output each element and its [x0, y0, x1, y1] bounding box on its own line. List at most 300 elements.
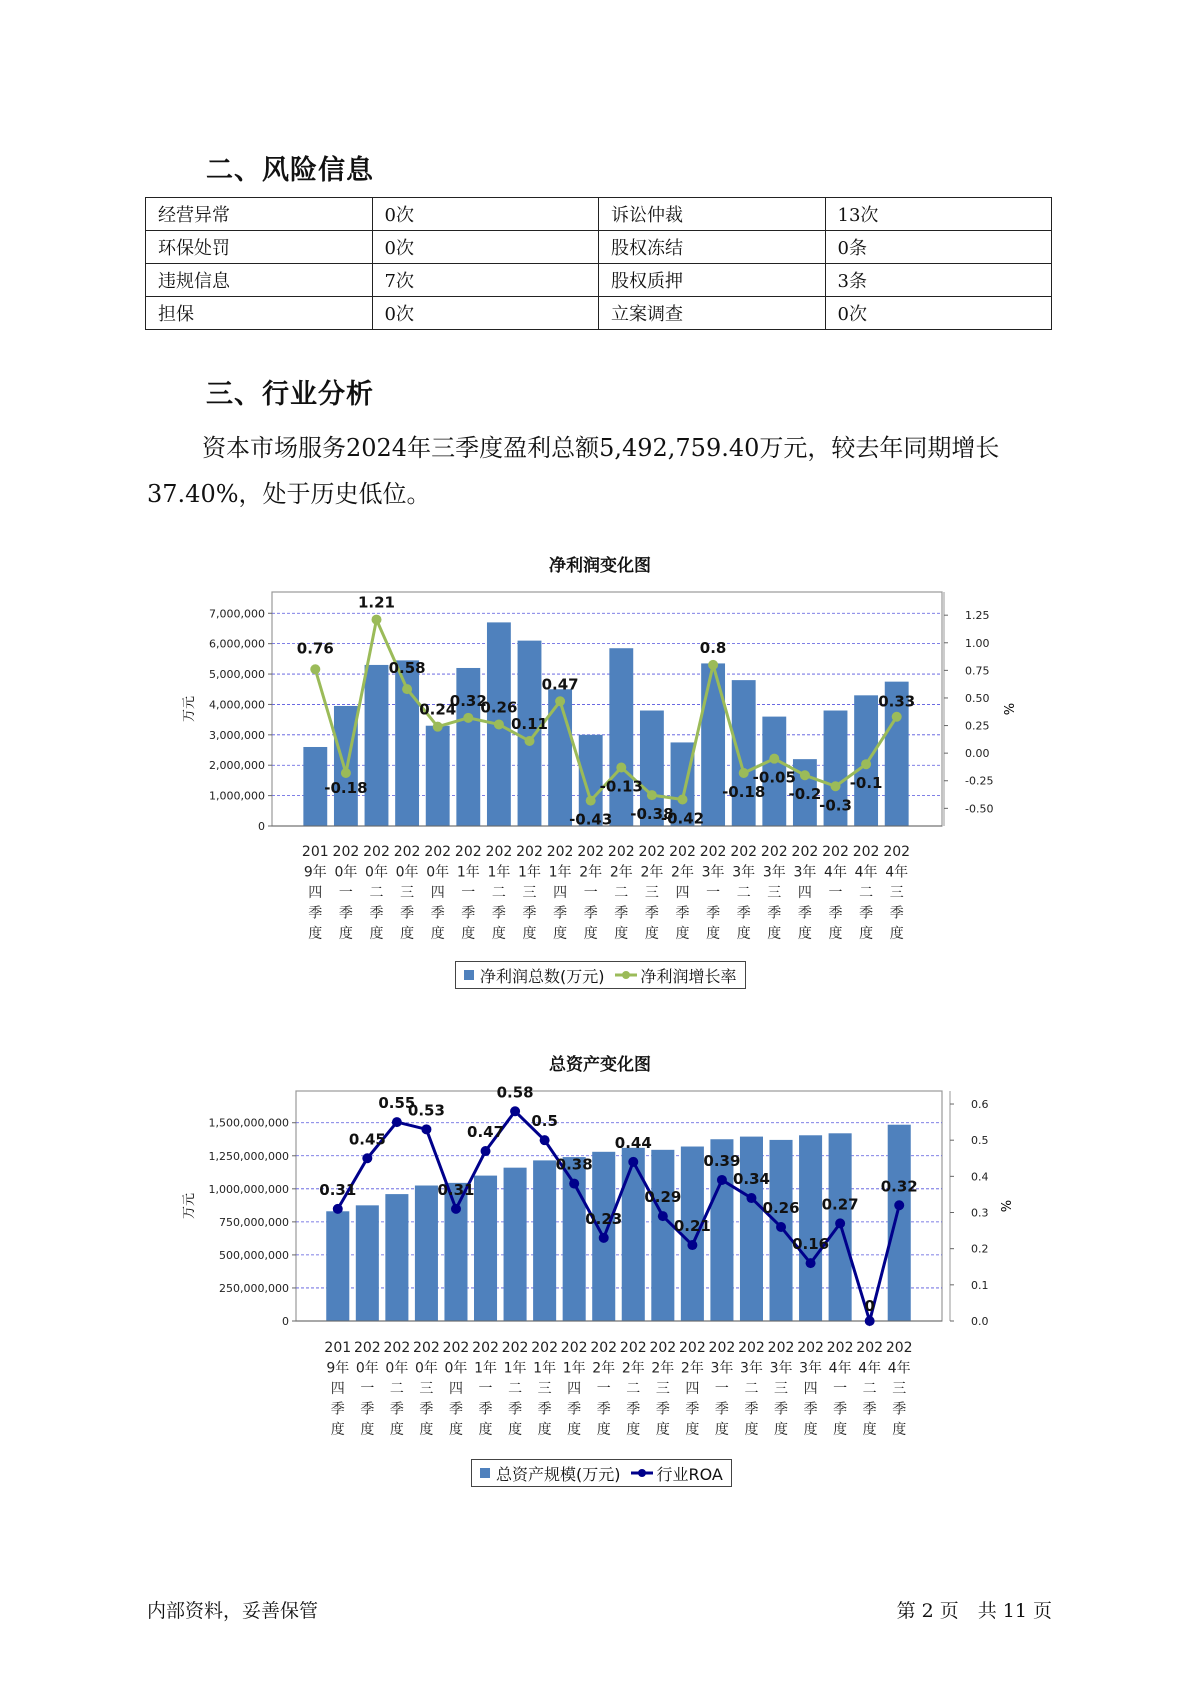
data-label: 0.32: [449, 691, 487, 710]
x-tick-label: 202: [383, 1340, 411, 1356]
y2-axis-title: %: [1000, 702, 1015, 716]
y2-tick-label: 0.2: [971, 1242, 989, 1256]
x-tick-label: 0年: [385, 1360, 409, 1377]
x-tick-label: 度: [626, 1422, 641, 1438]
y2-tick-label: 1.00: [965, 636, 990, 650]
x-tick-label: 202: [332, 844, 360, 860]
x-tick-label: 三: [644, 885, 659, 901]
x-tick-label: 度: [685, 1422, 700, 1438]
risk-value: 0次: [825, 297, 1052, 330]
series-point: [451, 1204, 461, 1214]
x-tick-label: 202: [485, 844, 513, 860]
x-tick-label: 四: [308, 885, 323, 901]
x-tick-label: 202: [791, 844, 819, 860]
x-tick-label: 一: [583, 885, 598, 901]
series-point: [865, 1316, 875, 1326]
x-tick-label: 季: [596, 1401, 611, 1418]
x-tick-label: 2年: [609, 864, 633, 881]
data-label: 0.55: [378, 1094, 416, 1113]
x-tick-label: 度: [360, 1422, 375, 1438]
chart-title: 总资产变化图: [549, 1055, 651, 1075]
y-tick-label: 1,500,000,000: [208, 1116, 289, 1130]
series-point: [687, 1240, 697, 1250]
x-tick-label: 0年: [444, 1360, 468, 1377]
x-tick-label: 二: [508, 1381, 523, 1397]
data-label: -0.42: [660, 809, 705, 828]
x-tick-label: 四: [330, 1381, 345, 1397]
x-tick-label: 1年: [474, 1360, 497, 1377]
data-label: -0.3: [819, 796, 852, 815]
series-point: [776, 1222, 786, 1232]
x-tick-label: 度: [430, 926, 445, 942]
data-label: 0.47: [467, 1123, 505, 1142]
y-tick-label: 2,000,000: [209, 759, 265, 773]
x-tick-label: 季: [797, 905, 812, 922]
x-tick-label: 0年: [414, 1360, 438, 1377]
x-tick-label: 季: [644, 905, 659, 922]
data-label: 0.5: [531, 1112, 558, 1131]
y2-tick-label: 0.50: [965, 691, 990, 705]
x-tick-label: 202: [442, 1340, 470, 1356]
y2-tick-label: 0.4: [971, 1170, 989, 1184]
data-label: 0.45: [348, 1130, 386, 1149]
series-point: [362, 1153, 372, 1163]
data-label: 0.38: [555, 1155, 593, 1174]
x-tick-label: 度: [448, 1422, 463, 1438]
series-point: [481, 1146, 491, 1156]
x-tick-label: 201: [301, 844, 329, 860]
series-point: [746, 1193, 756, 1203]
risk-value: 0次: [372, 231, 599, 264]
x-tick-label: 度: [338, 926, 353, 942]
bar: [444, 1183, 467, 1321]
x-tick-label: 度: [859, 926, 874, 942]
x-tick-label: 202: [363, 844, 390, 860]
x-tick-label: 2年: [621, 1360, 645, 1377]
x-tick-label: 度: [567, 1422, 582, 1438]
bar: [533, 1160, 556, 1321]
x-tick-label: 1年: [562, 1360, 586, 1377]
x-tick-label: 度: [655, 1422, 670, 1438]
x-tick-label: 季: [553, 905, 568, 922]
x-tick-label: 季: [828, 905, 843, 922]
data-label: 0.31: [319, 1180, 357, 1199]
x-tick-label: 0年: [355, 1360, 379, 1377]
x-tick-label: 二: [614, 885, 629, 901]
bar: [326, 1211, 349, 1321]
x-tick-label: 1年: [456, 864, 480, 881]
x-tick-label: 202: [760, 844, 788, 860]
bar: [799, 1135, 822, 1321]
y2-tick-label: 0.0: [971, 1315, 989, 1328]
x-tick-label: 季: [862, 1401, 877, 1418]
x-tick-label: 202: [797, 1340, 824, 1356]
bar: [356, 1205, 379, 1321]
series-point: [540, 1135, 550, 1145]
data-label: 0.21: [673, 1217, 711, 1236]
bar: [474, 1176, 497, 1321]
y-tick-label: 0: [258, 820, 265, 833]
x-tick-label: 度: [508, 1422, 523, 1438]
y2-tick-label: 1.25: [965, 609, 990, 623]
legend-label: 净利润总数(万元): [480, 966, 605, 986]
data-label: 0.53: [407, 1101, 445, 1120]
x-tick-label: 202: [649, 1340, 677, 1356]
x-tick-label: 9年: [303, 864, 327, 881]
x-tick-label: 二: [744, 1381, 759, 1397]
x-tick-label: 202: [885, 1340, 913, 1356]
x-tick-label: 202: [531, 1340, 558, 1356]
x-tick-label: 度: [736, 926, 751, 942]
y2-axis-title: %: [997, 1199, 1012, 1213]
x-tick-label: 4年: [858, 1360, 882, 1377]
x-tick-label: 3年: [710, 1360, 734, 1377]
x-tick-label: 9年: [326, 1360, 350, 1377]
x-tick-label: 季: [400, 905, 415, 922]
x-tick-label: 度: [400, 926, 415, 942]
y-tick-label: 1,000,000,000: [208, 1182, 289, 1196]
x-tick-label: 度: [675, 926, 690, 942]
x-tick-label: 季: [767, 905, 782, 922]
data-label: 0.27: [821, 1195, 859, 1214]
y-tick-label: 1,000,000: [209, 789, 265, 803]
risk-value: 13次: [825, 198, 1052, 231]
x-tick-label: 季: [448, 1401, 463, 1418]
x-tick-label: 季: [537, 1401, 552, 1418]
x-tick-label: 202: [516, 844, 543, 860]
x-tick-label: 202: [472, 1340, 499, 1356]
x-tick-label: 度: [553, 926, 568, 942]
x-tick-label: 四: [685, 1381, 700, 1397]
legend-line-swatch: [631, 1467, 653, 1479]
x-tick-label: 一: [360, 1381, 375, 1397]
y2-tick-label: 0.75: [965, 664, 990, 678]
data-label: 0.8: [699, 638, 727, 657]
x-tick-label: 202: [413, 1340, 440, 1356]
y-tick-label: 750,000,000: [219, 1215, 289, 1229]
x-tick-label: 202: [856, 1340, 884, 1356]
data-label: -0.13: [599, 777, 643, 796]
bar: [415, 1186, 438, 1321]
x-tick-label: 季: [774, 1401, 789, 1418]
x-tick-label: 季: [655, 1401, 670, 1418]
x-tick-label: 201: [324, 1340, 352, 1356]
bar: [504, 1168, 527, 1321]
paragraph-text: 资本市场服务2024年三季度盈利总额5,492,759.40万元，较去年同期增长37.40%，处于历史低位。: [147, 434, 1000, 508]
x-tick-label: 度: [862, 1422, 877, 1438]
x-tick-label: 三: [522, 885, 537, 901]
x-tick-label: 3年: [762, 864, 786, 881]
x-tick-label: 季: [330, 1401, 345, 1418]
x-tick-label: 二: [859, 885, 874, 901]
x-tick-label: 一: [828, 885, 843, 901]
x-tick-label: 202: [590, 1340, 618, 1356]
x-tick-label: 2年: [671, 864, 694, 881]
y2-tick-label: -0.50: [965, 802, 994, 816]
data-label: 0.29: [644, 1188, 682, 1207]
x-tick-label: 四: [675, 885, 690, 901]
section-title-risk: 二、风险信息: [206, 155, 374, 186]
x-tick-label: 二: [369, 885, 384, 901]
data-label: -0.2: [788, 785, 822, 804]
x-tick-label: 季: [859, 905, 874, 922]
series-point: [333, 1204, 343, 1214]
risk-label: 诉讼仲裁: [599, 198, 826, 231]
y-tick-label: 7,000,000: [209, 607, 265, 621]
x-tick-label: 4年: [854, 864, 878, 881]
x-tick-label: 季: [685, 1401, 700, 1418]
x-tick-label: 1年: [518, 864, 541, 881]
series-point: [510, 1106, 520, 1116]
x-tick-label: 3年: [769, 1360, 793, 1377]
x-tick-label: 四: [803, 1381, 818, 1397]
x-tick-label: 一: [706, 885, 721, 901]
x-tick-label: 202: [730, 844, 758, 860]
x-tick-label: 202: [822, 844, 849, 860]
x-tick-label: 季: [369, 905, 384, 922]
x-tick-label: 202: [826, 1340, 854, 1356]
risk-label: 股权冻结: [599, 231, 826, 264]
x-tick-label: 季: [614, 905, 629, 922]
series-point: [392, 1117, 402, 1127]
risk-value: 3条: [825, 264, 1052, 297]
data-label: -0.18: [324, 779, 368, 798]
x-tick-label: 202: [669, 844, 696, 860]
x-tick-label: 季: [675, 905, 690, 922]
y-tick-label: 3,000,000: [209, 728, 265, 742]
x-tick-label: 季: [389, 1401, 404, 1418]
bar: [888, 1125, 911, 1321]
risk-label: 立案调查: [599, 297, 826, 330]
x-tick-label: 0年: [365, 864, 388, 881]
x-tick-label: 1年: [503, 1360, 527, 1377]
x-tick-label: 季: [360, 1401, 375, 1418]
x-tick-label: 二: [736, 885, 751, 901]
risk-label: 担保: [146, 297, 373, 330]
x-tick-label: 202: [738, 1340, 765, 1356]
data-label: -0.18: [722, 783, 766, 802]
x-tick-label: 1年: [548, 864, 572, 881]
x-tick-label: 1年: [487, 864, 511, 881]
y-axis-title: 万元: [182, 1192, 197, 1220]
x-tick-label: 度: [419, 1422, 434, 1438]
bar: [651, 1150, 674, 1321]
x-tick-label: 202: [619, 1340, 647, 1356]
x-tick-label: 季: [491, 905, 506, 922]
x-tick-label: 202: [699, 844, 727, 860]
y-tick-label: 500,000,000: [219, 1248, 289, 1262]
x-tick-label: 度: [614, 926, 629, 942]
x-tick-label: 三: [537, 1381, 552, 1397]
risk-value: 0条: [825, 231, 1052, 264]
y-tick-label: 6,000,000: [209, 637, 265, 651]
data-label: 0.32: [880, 1177, 918, 1196]
x-tick-label: 度: [596, 1422, 611, 1438]
x-tick-label: 季: [583, 905, 598, 922]
series-point: [599, 1233, 609, 1243]
x-tick-label: 三: [419, 1381, 434, 1397]
x-tick-label: 度: [774, 1422, 789, 1438]
y2-tick-label: 0.5: [971, 1134, 989, 1148]
x-tick-label: 202: [767, 1340, 795, 1356]
x-tick-label: 度: [369, 926, 384, 942]
risk-value: 0次: [372, 297, 599, 330]
x-tick-label: 度: [797, 926, 812, 942]
x-tick-label: 度: [767, 926, 782, 942]
x-tick-label: 季: [308, 905, 323, 922]
x-tick-label: 202: [393, 844, 421, 860]
x-tick-label: 二: [626, 1381, 641, 1397]
data-label: 0.39: [703, 1151, 741, 1170]
data-label: 0.23: [585, 1209, 623, 1228]
x-tick-label: 三: [655, 1381, 670, 1397]
x-tick-label: 度: [644, 926, 659, 942]
risk-value: 0次: [372, 198, 599, 231]
x-tick-label: 季: [508, 1401, 523, 1418]
data-label: 0.33: [878, 692, 916, 711]
x-tick-label: 4年: [828, 1360, 852, 1377]
risk-label: 经营异常: [146, 198, 373, 231]
x-tick-label: 202: [607, 844, 635, 860]
x-tick-label: 度: [892, 1422, 907, 1438]
y2-tick-label: 0.00: [965, 747, 990, 761]
x-tick-label: 一: [596, 1381, 611, 1397]
x-tick-label: 3年: [793, 864, 817, 881]
series-point: [421, 1124, 431, 1134]
data-label: 0.58: [496, 1083, 534, 1102]
data-label: 0.47: [541, 675, 579, 694]
x-tick-label: 二: [862, 1381, 877, 1397]
x-tick-label: 202: [577, 844, 605, 860]
data-label: 0.11: [510, 715, 549, 734]
x-tick-label: 度: [478, 1422, 493, 1438]
data-label: 0.31: [437, 1180, 475, 1199]
x-tick-label: 202: [679, 1340, 706, 1356]
data-label: 0.24: [419, 700, 457, 719]
chart-title: 净利润变化图: [549, 556, 651, 576]
y-tick-label: 0: [282, 1315, 289, 1328]
x-tick-label: 度: [833, 1422, 848, 1438]
y2-tick-label: 0.25: [965, 719, 990, 733]
series-point: [658, 1211, 668, 1221]
y-tick-label: 250,000,000: [219, 1281, 289, 1295]
x-tick-label: 度: [461, 926, 476, 942]
chart-legend: [471, 1459, 732, 1487]
x-tick-label: 一: [461, 885, 476, 901]
x-tick-label: 季: [338, 905, 353, 922]
data-label: 0.76: [296, 639, 334, 658]
x-tick-label: 三: [889, 885, 904, 901]
x-tick-label: 度: [889, 926, 904, 942]
series-point: [569, 1179, 579, 1189]
y-axis-title: 万元: [182, 695, 197, 723]
x-tick-label: 季: [626, 1401, 641, 1418]
x-tick-label: 度: [389, 1422, 404, 1438]
x-tick-label: 202: [454, 844, 482, 860]
x-tick-label: 度: [744, 1422, 759, 1438]
x-tick-label: 度: [491, 926, 506, 942]
x-tick-label: 202: [424, 844, 452, 860]
y-tick-label: 1,250,000,000: [208, 1149, 289, 1163]
x-tick-label: 四: [553, 885, 568, 901]
legend-bar-swatch: [480, 1468, 490, 1478]
x-tick-label: 三: [400, 885, 415, 901]
x-tick-label: 2年: [680, 1360, 704, 1377]
x-tick-label: 季: [522, 905, 537, 922]
legend-label: 总资产规模(万元): [496, 1464, 621, 1484]
x-tick-label: 202: [353, 1340, 381, 1356]
data-label: 1.21: [357, 593, 396, 612]
x-tick-label: 0年: [395, 864, 419, 881]
x-tick-label: 0年: [426, 864, 450, 881]
y2-tick-label: 0.6: [971, 1098, 989, 1112]
x-tick-label: 4年: [824, 864, 847, 881]
x-tick-label: 季: [892, 1401, 907, 1418]
risk-value: 7次: [372, 264, 599, 297]
x-tick-label: 二: [491, 885, 506, 901]
data-label: -0.43: [569, 810, 613, 829]
legend-label: 净利润增长率: [640, 966, 737, 986]
x-tick-label: 度: [706, 926, 721, 942]
x-tick-label: 一: [338, 885, 353, 901]
x-tick-label: 3年: [732, 864, 756, 881]
bar: [740, 1137, 763, 1321]
series-point: [717, 1175, 727, 1185]
y2-tick-label: 0.1: [971, 1278, 989, 1292]
x-tick-label: 季: [430, 905, 445, 922]
section-title-industry: 三、行业分析: [206, 379, 374, 410]
y-tick-label: 4,000,000: [209, 698, 265, 712]
x-tick-label: 季: [833, 1401, 848, 1418]
x-tick-label: 度: [330, 1422, 345, 1438]
x-tick-label: 202: [638, 844, 666, 860]
x-tick-label: 2年: [592, 1360, 616, 1377]
bar: [385, 1194, 408, 1321]
x-tick-label: 202: [883, 844, 911, 860]
x-tick-label: 四: [797, 885, 812, 901]
x-tick-label: 2年: [579, 864, 603, 881]
x-tick-label: 四: [567, 1381, 582, 1397]
x-tick-label: 季: [461, 905, 476, 922]
x-tick-label: 四: [430, 885, 445, 901]
data-label: -0.05: [752, 768, 796, 787]
x-tick-label: 度: [583, 926, 598, 942]
risk-label: 违规信息: [146, 264, 373, 297]
x-tick-label: 三: [774, 1381, 789, 1397]
x-tick-label: 0年: [334, 864, 358, 881]
x-tick-label: 一: [478, 1381, 493, 1397]
x-tick-label: 202: [852, 844, 880, 860]
x-tick-label: 季: [419, 1401, 434, 1418]
x-tick-label: 季: [736, 905, 751, 922]
x-tick-label: 季: [567, 1401, 582, 1418]
x-tick-label: 度: [537, 1422, 552, 1438]
footer-right: 第 2 页 共 11 页: [896, 1600, 1052, 1622]
data-label: 0.26: [480, 698, 518, 717]
x-tick-label: 202: [546, 844, 574, 860]
x-tick-label: 一: [714, 1381, 729, 1397]
x-tick-label: 度: [714, 1422, 729, 1438]
data-label: -0.1: [849, 774, 883, 793]
x-tick-label: 三: [892, 1381, 907, 1397]
x-tick-label: 202: [501, 1340, 529, 1356]
x-tick-label: 2年: [651, 1360, 675, 1377]
x-tick-label: 季: [744, 1401, 759, 1418]
x-tick-label: 季: [803, 1401, 818, 1418]
x-tick-label: 一: [833, 1381, 848, 1397]
x-tick-label: 季: [714, 1401, 729, 1418]
x-tick-label: 202: [560, 1340, 588, 1356]
